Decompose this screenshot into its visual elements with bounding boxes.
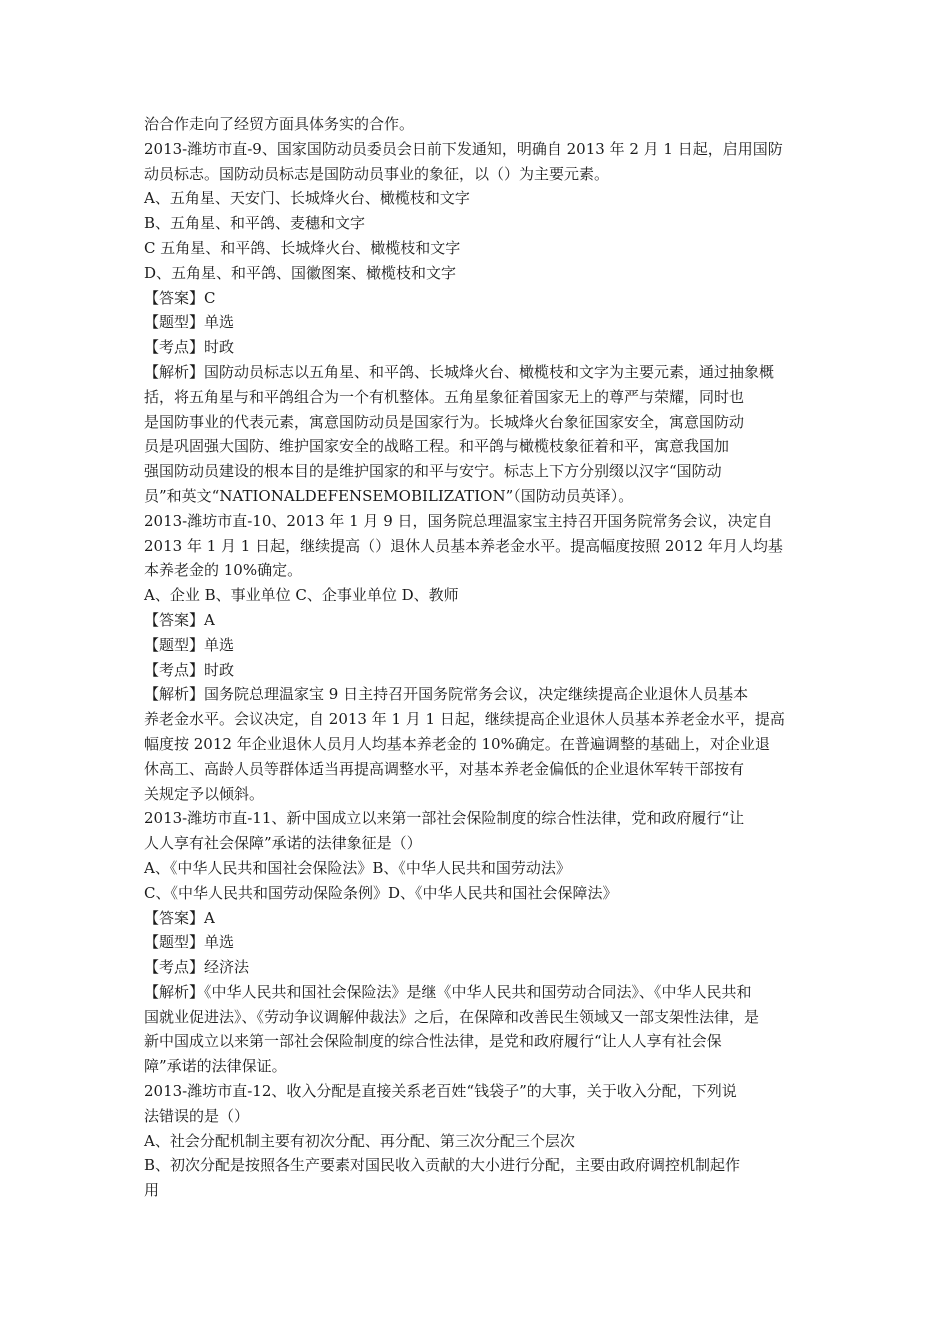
text-line: 法错误的是（） xyxy=(144,1106,250,1125)
text-line: A、《中华人民共和国社会保险法》B、《中华人民共和国劳动法》 xyxy=(144,858,571,877)
text-line: C、《中华人民共和国劳动保险条例》D、《中华人民共和国社会保障法》 xyxy=(144,883,618,902)
text-line: 新中国成立以来第一部社会保险制度的综合性法律，是党和政府履行“让人人享有社会保 xyxy=(144,1032,722,1051)
text-line: 【解析】国务院总理温家宝 9 日主持召开国务院常务会议，决定继续提高企业退休人员基本 xyxy=(144,685,749,704)
text-line: 用 xyxy=(144,1181,160,1200)
text-line: 人人享有社会保障”承诺的法律象征是（） xyxy=(144,834,422,853)
text-line: D、五角星、和平鸽、国徽图案、橄榄枝和文字 xyxy=(144,263,457,282)
text-line: 【考点】经济法 xyxy=(144,958,250,977)
text-line: 2013-潍坊市直-11、新中国成立以来第一部社会保险制度的综合性法律，党和政府履行“让 xyxy=(144,809,745,828)
text-line: 2013-潍坊市直-12、收入分配是直接关系老百姓“钱袋子”的大事，关于收入分配，下列说 xyxy=(144,1082,737,1101)
text-line: 【解析】《中华人民共和国社会保险法》是继《中华人民共和国劳动合同法》、《中华人民共和 xyxy=(144,982,752,1001)
text-line: 障”承诺的法律保证。 xyxy=(144,1057,287,1076)
text-line: 是国防事业的代表元素，寓意国防动员是国家行为。长城烽火台象征国家安全，寓意国防动 xyxy=(144,412,745,431)
text-line: 【考点】时政 xyxy=(144,660,235,679)
text-line: 强国防动员建设的根本目的是维护国家的和平与安宁。标志上下方分别缀以汉字“国防动 xyxy=(144,462,722,481)
text-line: A、社会分配机制主要有初次分配、再分配、第三次分配三个层次 xyxy=(144,1131,575,1150)
text-line: 本养老金的 10%确定。 xyxy=(144,561,303,580)
text-line: A、企业 B、事业单位 C、企事业单位 D、教师 xyxy=(144,586,459,605)
text-line: C 五角星、和平鸽、长城烽火台、橄榄枝和文字 xyxy=(144,238,461,257)
text-line: 2013-潍坊市直-9、国家国防动员委员会日前下发通知，明确自 2013 年 2 月 1 日起，启用国防 xyxy=(144,139,783,158)
text-line: 【题型】单选 xyxy=(144,313,235,332)
text-line: 2013-潍坊市直-10、2013 年 1 月 9 日，国务院总理温家宝主持召开国务院常务会议，决定自 xyxy=(144,511,773,530)
text-line: 休高工、高龄人员等群体适当再提高调整水平，对基本养老金偏低的企业退休军转干部按有 xyxy=(144,759,745,778)
text-line: B、初次分配是按照各生产要素对国民收入贡献的大小进行分配，主要由政府调控机制起作 xyxy=(144,1156,741,1175)
text-line: B、五角星、和平鸽、麦穗和文字 xyxy=(144,214,366,233)
text-line: 【题型】单选 xyxy=(144,933,235,952)
text-line: 治合作走向了经贸方面具体务实的合作。 xyxy=(144,115,415,133)
text-line: 【解析】国防动员标志以五角星、和平鸽、长城烽火台、橄榄枝和文字为主要元素，通过抽象概 xyxy=(144,362,775,381)
text-line: 关规定予以倾斜。 xyxy=(144,784,265,803)
text-line: 动员标志。国防动员标志是国防动员事业的象征，以（）为主要元素。 xyxy=(144,164,610,183)
text-line: 幅度按 2012 年企业退休人员月人均基本养老金的 10%确定。在普遍调整的基础上，对企业退 xyxy=(144,734,770,753)
document-page xyxy=(144,112,824,1203)
text-line: 国就业促进法》、《劳动争议调解仲裁法》之后，在保障和改善民生领域又一部支架性法律，是 xyxy=(144,1007,760,1026)
text-line: 养老金水平。会议决定，自 2013 年 1 月 1 日起，继续提高企业退休人员基本养老金水平，提高 xyxy=(144,710,785,729)
text-line: 2013 年 1 月 1 日起，继续提高（）退休人员基本养老金水平。提高幅度按照 2012 年月人均基 xyxy=(144,536,783,555)
text-line: 员是巩固强大国防、维护国家安全的战略工程。和平鸽与橄榄枝象征着和平，寓意我国加 xyxy=(144,437,730,456)
text-line: 括，将五角星与和平鸽组合为一个有机整体。五角星象征着国家无上的尊严与荣耀，同时也 xyxy=(144,387,745,406)
text-line: 【答案】C xyxy=(144,288,216,307)
text-line: 【答案】A xyxy=(144,908,215,927)
text-line: 员”和英文“NATIONALDEFENSEMOBILIZATION”（国防动员英译）。 xyxy=(144,486,634,505)
text-line: A、五角星、天安门、长城烽火台、橄榄枝和文字 xyxy=(144,189,470,208)
text-line: 【答案】A xyxy=(144,610,215,629)
text-line: 【题型】单选 xyxy=(144,635,235,654)
text-line: 【考点】时政 xyxy=(144,338,235,357)
